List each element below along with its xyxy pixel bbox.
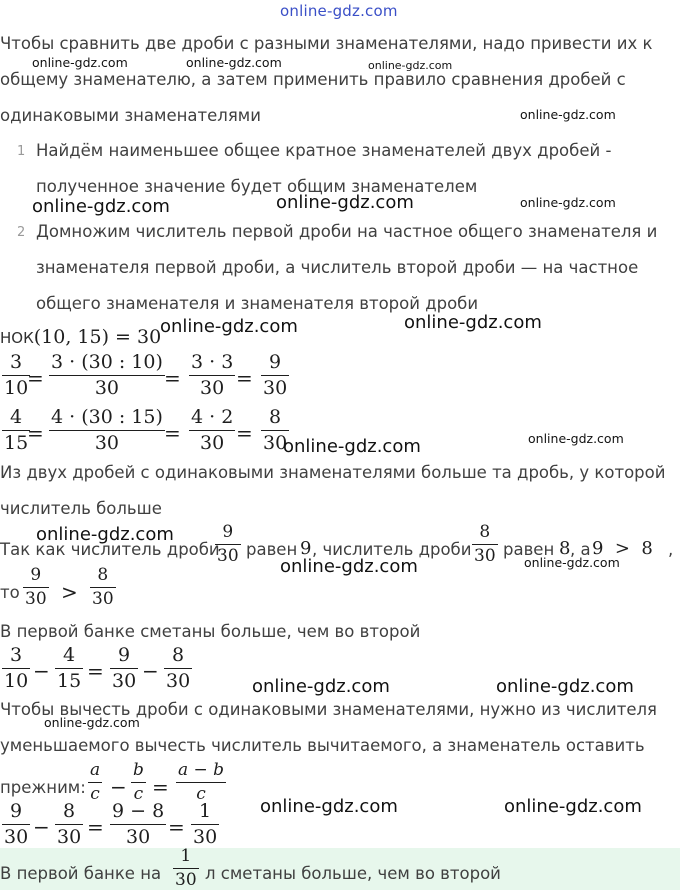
step-2-line-1: Домножим числитель первой дроби на частное общего знаменателя и	[36, 222, 658, 241]
sub-rule-a: a	[90, 760, 101, 780]
diff-frac-c-num: 9	[118, 644, 131, 666]
step-2-line-2: знаменателя первой дроби, а числитель второй дроби — на частное	[36, 258, 639, 277]
eq1-frac-3	[189, 353, 235, 398]
result-frac-a-num: 9	[10, 800, 23, 822]
watermark: online-gdz.com	[32, 196, 170, 217]
answer-post: л сметаны больше, чем во второй	[205, 864, 501, 883]
eq1-f3-num: 3 · 3	[191, 351, 234, 373]
result-frac-a-den: 30	[4, 826, 29, 848]
result-minus: −	[33, 815, 50, 839]
watermark: online-gdz.com	[280, 556, 418, 577]
answer-frac-den: 30	[175, 870, 197, 890]
eq1-f1-num: 3	[10, 351, 23, 373]
eq2-eq-1: =	[27, 421, 44, 445]
compare-frac-a-num: 9	[222, 522, 234, 542]
compare-frac-c-num: 9	[30, 565, 42, 585]
step-2-line-3: общего знаменателя и знаменателя второй дроби	[36, 294, 479, 313]
compare-frac-c-den: 30	[25, 589, 47, 609]
sub-rule-line-2: уменьшаемого вычесть числитель вычитаемого, а знаменатель оставить	[0, 736, 645, 755]
compare-frac-b-den: 30	[474, 546, 496, 566]
compare-gt: >	[61, 580, 78, 604]
answer-frac	[173, 848, 199, 889]
compare-frac-a-den: 30	[217, 546, 239, 566]
watermark: online-gdz.com	[524, 555, 620, 570]
result-frac-c-num: 9 − 8	[112, 800, 165, 822]
compare-inequality: 9 > 8	[592, 538, 653, 559]
eq2-frac-2	[49, 408, 165, 453]
diff-frac-c-den: 30	[112, 670, 137, 692]
intro-line-2: общему знаменателю, а затем применить правило сравнения дробей с	[0, 70, 626, 89]
intro-line-1: Чтобы сравнить две дроби с разными знаменателями, надо привести их к	[0, 34, 653, 53]
watermark: online-gdz.com	[36, 524, 174, 545]
eq2-f1-num: 4	[10, 406, 23, 428]
watermark: online-gdz.com	[44, 715, 140, 730]
step-1-number: 1	[17, 144, 26, 159]
compare-text-4: равен	[503, 540, 555, 559]
sub-rule-frac-result	[176, 762, 226, 803]
step-1-line-2: полученное значение будет общим знаменателем	[36, 177, 478, 196]
diff-frac-d	[164, 646, 192, 691]
eq1-eq-2: =	[164, 366, 181, 390]
answer-frac-num: 1	[180, 846, 192, 866]
diff-frac-b-den: 15	[57, 670, 82, 692]
eq2-eq-2: =	[164, 421, 181, 445]
sub-rule-frac-a	[88, 762, 102, 803]
eq2-eq-3: =	[236, 421, 253, 445]
diff-frac-c	[110, 646, 138, 691]
eq2-f4-den: 30	[263, 432, 288, 454]
watermark: online-gdz.com	[520, 195, 616, 210]
diff-minus: −	[33, 659, 50, 683]
eq2-f3-den: 30	[200, 432, 225, 454]
diff-frac-b	[55, 646, 83, 691]
eq1-frac-4	[261, 353, 289, 398]
compare-value-2: 8	[559, 538, 571, 559]
result-frac-d	[191, 802, 219, 847]
conclusion-1: В первой банке сметаны больше, чем во второй	[0, 622, 421, 641]
result-frac-d-den: 30	[193, 826, 218, 848]
watermark: online-gdz.com	[252, 676, 390, 697]
watermark: online-gdz.com	[186, 55, 282, 70]
compare-to: то	[0, 583, 20, 602]
result-frac-b-num: 8	[63, 800, 76, 822]
compare-frac-b	[472, 524, 498, 565]
sub-rule-frac-b	[131, 762, 146, 803]
sub-rule-minus: −	[110, 775, 127, 799]
watermark: online-gdz.com	[32, 55, 128, 70]
sub-rule-line-1: Чтобы вычесть дроби с одинаковыми знаменателями, нужно из числителя	[0, 700, 657, 719]
eq1-f4-num: 9	[269, 351, 282, 373]
compare-text-2: равен	[246, 540, 298, 559]
diff-eq: =	[87, 659, 104, 683]
eq1-eq-1: =	[27, 366, 44, 390]
nok-line	[0, 326, 161, 348]
eq1-f1-den: 10	[4, 377, 29, 399]
eq2-f2-den: 30	[94, 432, 120, 454]
watermark: online-gdz.com	[528, 431, 624, 446]
watermark: online-gdz.com	[160, 316, 298, 337]
watermark: online-gdz.com	[404, 312, 542, 333]
eq2-frac-3	[189, 408, 235, 453]
eq1-f2-num: 3 · (30 : 10)	[51, 351, 163, 373]
compare-frac-c	[23, 567, 49, 608]
eq2-f4-num: 8	[269, 406, 282, 428]
sub-rule-line-3: прежним:	[0, 778, 86, 797]
compare-frac-a	[215, 524, 241, 565]
diff-frac-a-num: 3	[10, 644, 23, 666]
sub-rule-c3: c	[196, 784, 206, 804]
rule-line-1: Из двух дробей с одинаковыми знаменателями больше та дробь, у которой	[0, 463, 666, 482]
eq1-f4-den: 30	[263, 377, 288, 399]
compare-frac-d	[90, 567, 116, 608]
watermark: online-gdz.com	[283, 436, 421, 457]
eq1-f3-den: 30	[200, 377, 225, 399]
watermark: online-gdz.com	[276, 192, 414, 213]
eq2-f2-num: 4 · (30 : 15)	[51, 406, 163, 428]
eq2-f3-num: 4 · 2	[191, 406, 234, 428]
compare-text-6: ,	[668, 540, 674, 559]
eq1-frac-2	[49, 353, 165, 398]
site-header[interactable]: online-gdz.com	[280, 2, 398, 20]
result-frac-b-den: 30	[57, 826, 82, 848]
compare-frac-d-den: 30	[92, 589, 114, 609]
eq1-eq-3: =	[236, 366, 253, 390]
compare-frac-d-num: 8	[97, 565, 109, 585]
result-frac-a	[2, 802, 30, 847]
watermark: online-gdz.com	[260, 796, 398, 817]
answer-pre: В первой банке на	[0, 864, 162, 883]
eq2-f1-den: 15	[4, 432, 29, 454]
result-frac-c	[110, 802, 166, 847]
watermark: online-gdz.com	[368, 59, 453, 72]
result-eq: =	[87, 815, 104, 839]
compare-text-3: , числитель дроби	[312, 540, 472, 559]
compare-text-1: Так как числитель дроби	[0, 540, 220, 559]
watermark: online-gdz.com	[504, 796, 642, 817]
compare-frac-b-num: 8	[479, 522, 491, 542]
watermark: online-gdz.com	[520, 107, 616, 122]
eq1-frac-1	[2, 353, 30, 398]
result-eq-2: =	[168, 815, 185, 839]
sub-rule-c2: c	[133, 784, 144, 804]
diff-frac-a-den: 10	[4, 670, 29, 692]
diff-frac-b-num: 4	[63, 644, 76, 666]
diff-frac-d-num: 8	[172, 644, 185, 666]
step-1-line-1: Найдём наименьшее общее кратное знаменателей двух дробей -	[36, 141, 612, 160]
result-frac-c-den: 30	[126, 826, 151, 848]
diff-frac-a	[2, 646, 30, 691]
intro-line-3: одинаковыми знаменателями	[0, 106, 261, 125]
sub-rule-b: b	[133, 760, 144, 780]
sub-rule-c1: c	[90, 784, 100, 804]
result-frac-d-num: 1	[199, 800, 212, 822]
eq2-frac-1	[2, 408, 30, 453]
result-frac-b	[55, 802, 83, 847]
diff-frac-d-den: 30	[166, 670, 191, 692]
compare-value-1: 9	[300, 538, 312, 559]
diff-minus-2: −	[142, 659, 159, 683]
step-2-number: 2	[17, 225, 26, 240]
sub-rule-amb: a − b	[178, 760, 225, 780]
nok-expr: (10, 15) = 30	[33, 326, 162, 348]
sub-rule-eq: =	[152, 775, 169, 799]
nok-label: НОК	[0, 329, 34, 347]
watermark: online-gdz.com	[496, 676, 634, 697]
compare-text-5: , а	[570, 540, 591, 559]
eq1-f2-den: 30	[94, 377, 120, 399]
rule-line-2: числитель больше	[0, 499, 162, 518]
